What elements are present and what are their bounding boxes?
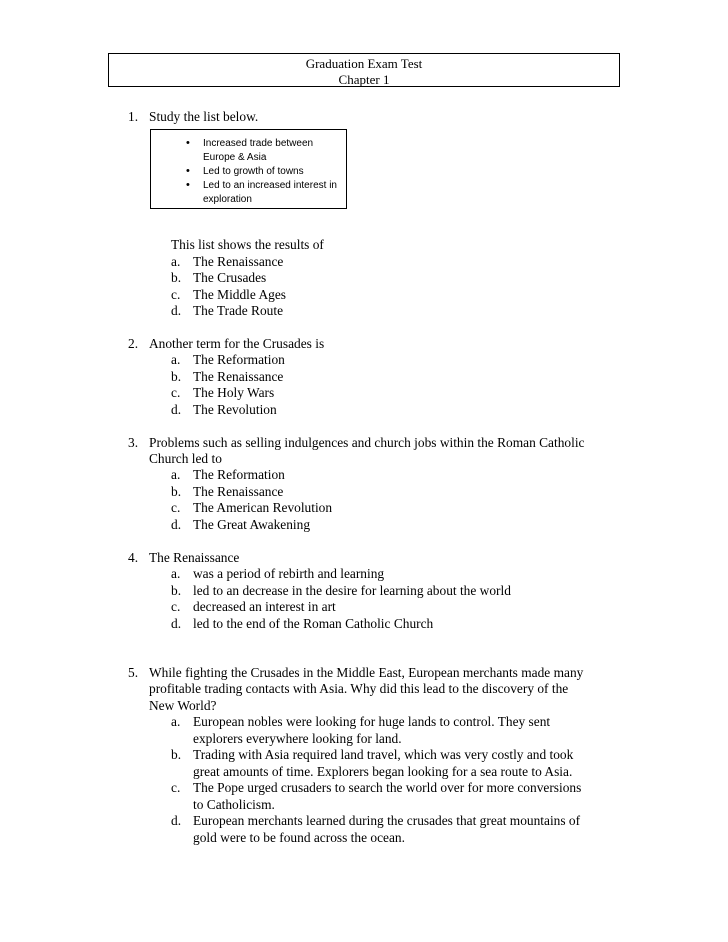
option-letter: b.	[171, 484, 182, 499]
option-letter: d.	[171, 303, 182, 318]
option-text: gold were to be found across the ocean.	[193, 830, 405, 845]
option-text: The Crusades	[193, 270, 267, 285]
question-prompt: Church led to	[149, 451, 222, 466]
option-letter: d.	[171, 616, 182, 631]
question-prompt: New World?	[149, 698, 217, 713]
question-prompt: Another term for the Crusades is	[149, 336, 325, 351]
question-number: 3.	[128, 435, 139, 450]
option-text: explorers everywhere looking for land.	[193, 731, 402, 746]
option-text: was a period of rebirth and learning	[193, 566, 385, 581]
question-number: 4.	[128, 550, 139, 565]
list-item: Increased trade between Europe & Asia	[203, 138, 314, 163]
option-letter: a.	[171, 566, 181, 581]
option-text: The Trade Route	[193, 303, 284, 318]
option-text: great amounts of time. Explorers began looking for a sea route to Asia.	[193, 764, 573, 779]
option-text: The Holy Wars	[193, 385, 275, 400]
option-text: The Revolution	[193, 402, 277, 417]
option-letter: a.	[171, 352, 181, 367]
option-text: The American Revolution	[193, 500, 333, 515]
question-prompt: Study the list below.	[149, 109, 259, 124]
option-text: decreased an interest in art	[193, 599, 336, 614]
exam-title-box	[108, 53, 620, 87]
option-text: The Middle Ages	[193, 287, 286, 302]
bullet-icon: •	[186, 137, 190, 149]
option-text: European merchants learned during the crusades that great mountains of	[193, 813, 581, 828]
exam-title: Graduation Exam Test	[305, 56, 423, 71]
option-letter: a.	[171, 467, 181, 482]
bullet-icon: •	[186, 165, 190, 177]
option-letter: a.	[171, 254, 181, 269]
option-text: The Great Awakening	[193, 517, 311, 532]
option-text: led to an decrease in the desire for learning about the world	[193, 583, 511, 598]
question-prompt: While fighting the Crusades in the Middle East, European merchants made many	[149, 665, 584, 680]
option-letter: b.	[171, 369, 182, 384]
option-letter: a.	[171, 714, 181, 729]
option-letter: d.	[171, 517, 182, 532]
option-letter: c.	[171, 500, 181, 515]
option-text: led to the end of the Roman Catholic Church	[193, 616, 434, 631]
option-letter: d.	[171, 402, 182, 417]
option-text: Trading with Asia required land travel, which was very costly and took	[193, 747, 574, 762]
option-text: The Reformation	[193, 467, 285, 482]
option-text: The Pope urged crusaders to search the world over for more conversions	[193, 780, 582, 795]
option-text: The Reformation	[193, 352, 285, 367]
list-item: Led to growth of towns	[203, 166, 304, 177]
option-letter: b.	[171, 270, 182, 285]
chapter-label: Chapter 1	[338, 72, 390, 87]
option-letter: c.	[171, 287, 181, 302]
question-stem: This list shows the results of	[171, 237, 324, 252]
study-list-box	[150, 129, 347, 209]
question-prompt: Problems such as selling indulgences and church jobs within the Roman Catholic	[149, 435, 585, 450]
bullet-icon: •	[186, 179, 190, 191]
question-number: 2.	[128, 336, 139, 351]
option-letter: c.	[171, 780, 181, 795]
option-letter: d.	[171, 813, 182, 828]
question-number: 5.	[128, 665, 139, 680]
question-prompt: profitable trading contacts with Asia. Why did this lead to the discovery of the	[149, 681, 569, 696]
option-text: European nobles were looking for huge lands to control. They sent	[193, 714, 551, 729]
list-item: Led to an increased interest in exploration	[203, 180, 337, 205]
option-letter: b.	[171, 583, 182, 598]
question-number: 1.	[128, 109, 139, 124]
option-letter: c.	[171, 385, 181, 400]
question-prompt: The Renaissance	[149, 550, 240, 565]
option-text: The Renaissance	[193, 254, 284, 269]
option-text: The Renaissance	[193, 484, 284, 499]
option-letter: c.	[171, 599, 181, 614]
option-text: The Renaissance	[193, 369, 284, 384]
option-text: to Catholicism.	[193, 797, 275, 812]
option-letter: b.	[171, 747, 182, 762]
